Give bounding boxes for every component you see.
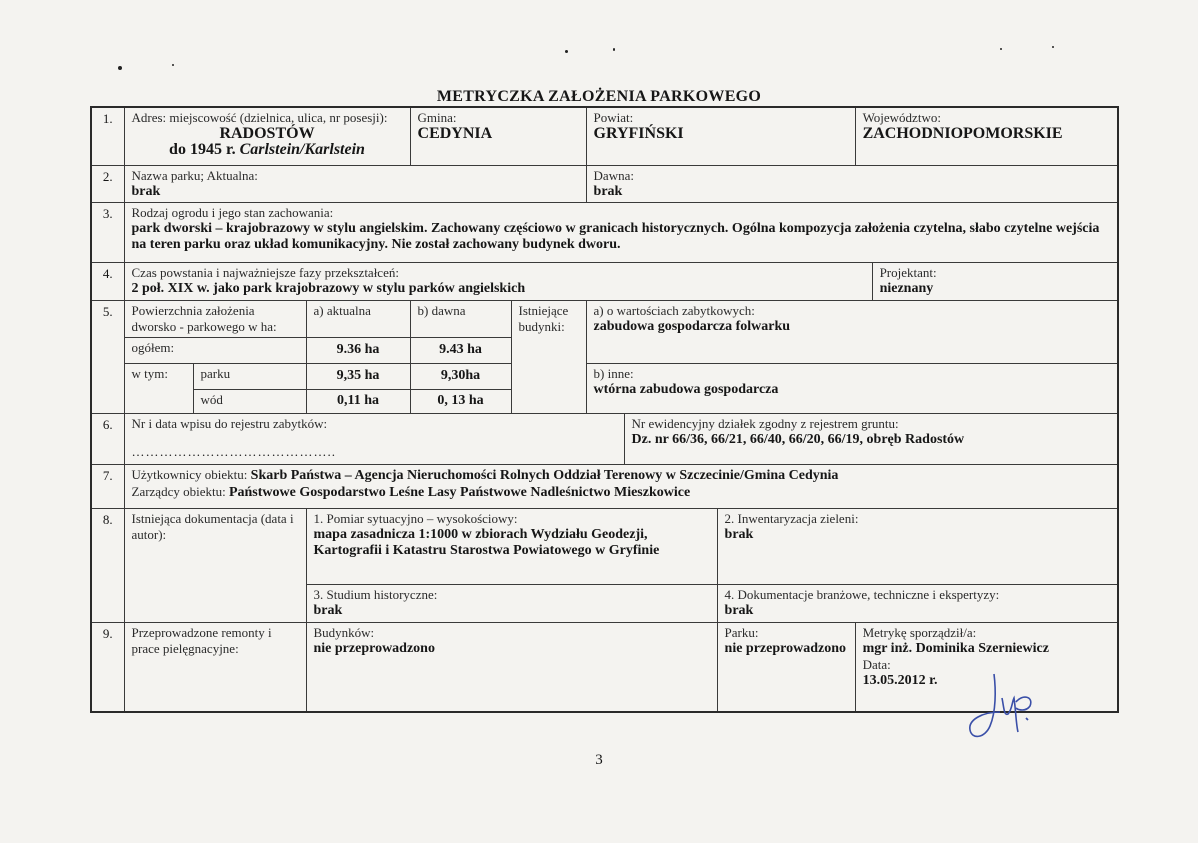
area-park-former: 9,30ha xyxy=(410,363,511,389)
row-area-park xyxy=(91,363,1118,389)
row-number: 2. xyxy=(91,165,124,202)
row-number: 6. xyxy=(91,413,124,464)
works-label: Przeprowadzone remonty i prace pielęgnacyjne: xyxy=(124,622,306,712)
area-total-former: 9.43 ha xyxy=(410,337,511,363)
works-park-label: Parku: xyxy=(724,624,759,640)
area-total-current: 9.36 ha xyxy=(306,337,410,363)
documentation-label: Istniejąca dokumentacja (data i autor): xyxy=(124,508,306,622)
row-number: 1. xyxy=(91,107,124,165)
page-number: 3 xyxy=(595,752,603,768)
address-historic-prefix: do 1945 r. xyxy=(169,141,236,158)
plots-value: Dz. nr 66/36, 66/21, 66/40, 66/20, 66/19, obręb Radostów xyxy=(631,431,965,447)
area-park-current: 9,35 ha xyxy=(306,363,410,389)
garden-type-label: Rodzaj ogrodu i jego stan zachowania: xyxy=(131,204,334,220)
greenery-cell xyxy=(717,508,1118,584)
valuable-buildings-label: a) o wartościach zabytkowych: xyxy=(593,302,755,318)
valuable-buildings-cell xyxy=(586,300,1118,363)
author-value: mgr inż. Dominika Szerniewicz xyxy=(862,640,1049,656)
area-total-label: ogółem: xyxy=(124,337,306,363)
scan-speck xyxy=(565,50,568,53)
row-garden-type xyxy=(91,202,1118,262)
author-label: Metrykę sporządził/a: xyxy=(862,624,977,640)
history-cell xyxy=(306,584,717,622)
area-current-header: a) aktualna xyxy=(306,300,410,337)
plots-label: Nr ewidencyjny działek zgodny z rejestrem gruntu: xyxy=(631,415,899,431)
other-buildings-value: wtórna zabudowa gospodarcza xyxy=(593,381,779,397)
greenery-value: brak xyxy=(724,526,754,542)
current-name-value: brak xyxy=(131,183,161,199)
area-water-label: wód xyxy=(193,389,306,413)
former-name-label: Dawna: xyxy=(593,167,634,183)
address-value: RADOSTÓW xyxy=(219,125,315,142)
survey-label: 1. Pomiar sytuacyjno – wysokościowy: xyxy=(313,510,518,526)
powiat-cell xyxy=(586,107,855,165)
area-park-label: parku xyxy=(193,363,306,389)
current-name-label: Nazwa parku; Aktualna: xyxy=(131,167,258,183)
gmina-cell xyxy=(410,107,586,165)
managers-label: Zarządcy obiektu: xyxy=(131,483,226,499)
expert-label: 4. Dokumentacje branżowe, techniczne i ekspertyzy: xyxy=(724,586,1000,602)
wojewodztwo-value: ZACHODNIOPOMORSKIE xyxy=(862,125,1063,142)
users-label: Użytkownicy obiektu: xyxy=(131,466,248,482)
row-origin xyxy=(91,262,1118,300)
former-name-cell xyxy=(586,165,1118,202)
powiat-label: Powiat: xyxy=(593,110,634,125)
gmina-value: CEDYNIA xyxy=(417,125,493,142)
works-buildings-cell xyxy=(306,622,717,712)
greenery-label: 2. Inwentaryzacja zieleni: xyxy=(724,510,859,526)
area-label: Powierzchnia założenia dworsko - parkowego w ha: xyxy=(124,300,306,337)
expert-value: brak xyxy=(724,602,754,618)
survey-value: mapa zasadnicza 1:1000 w zbiorach Wydziału Geodezji, Kartografii i Katastru Starostwa Powiatowego w Gryfinie xyxy=(313,526,660,558)
origin-label: Czas powstania i najważniejsze fazy przekształceń: xyxy=(131,264,399,280)
users-cell xyxy=(124,464,1118,508)
row-area-header xyxy=(91,300,1118,337)
managers-line xyxy=(132,484,1111,501)
scan-speck xyxy=(118,66,122,70)
current-name-cell xyxy=(124,165,586,202)
signature-icon xyxy=(960,668,1050,746)
history-label: 3. Studium historyczne: xyxy=(313,586,438,602)
works-buildings-label: Budynków: xyxy=(313,624,375,640)
document-title: METRYCZKA ZAŁOŻENIA PARKOWEGO xyxy=(436,88,762,105)
survey-cell xyxy=(306,508,717,584)
scan-speck xyxy=(1052,46,1054,48)
origin-cell xyxy=(124,262,872,300)
valuable-buildings-value: zabudowa gospodarcza folwarku xyxy=(593,318,791,334)
works-buildings-value: nie przeprowadzono xyxy=(313,640,435,656)
row-users xyxy=(91,464,1118,508)
area-water-former: 0, 13 ha xyxy=(410,389,511,413)
row-register xyxy=(91,413,1118,464)
former-name-value: brak xyxy=(593,183,623,199)
works-park-value: nie przeprowadzono xyxy=(724,640,846,656)
garden-type-value: park dworski – krajobrazowy w stylu angielskim. Zachowany częściowo w granicach historycznych. Ogólna kompozycja założenia czytelna, słabo czytelne wejścia na teren parku oraz układ komunikacyjny. Nie został zachowany budynek dworu. xyxy=(131,220,1100,252)
powiat-value: GRYFIŃSKI xyxy=(593,125,684,142)
address-label: Adres: miejscowość (dzielnica, ulica, nr posesji): xyxy=(131,110,388,125)
users-value: Skarb Państwa – Agencja Nieruchomości Rolnych Oddział Terenowy w Szczecinie/Gmina Cedynia xyxy=(250,467,839,483)
row-documentation xyxy=(91,508,1118,584)
history-value: brak xyxy=(313,602,343,618)
area-water-current: 0,11 ha xyxy=(306,389,410,413)
wojewodztwo-label: Województwo: xyxy=(862,110,941,125)
scan-speck xyxy=(1000,48,1002,50)
row-park-name xyxy=(91,165,1118,202)
area-in-which-label: w tym: xyxy=(124,363,193,413)
row-number: 9. xyxy=(91,622,124,712)
register-cell xyxy=(124,413,624,464)
park-record-form xyxy=(90,106,1119,713)
managers-value: Państwowe Gospodarstwo Leśne Lasy Państwowe Nadleśnictwo Mieszkowice xyxy=(228,484,691,500)
row-number: 3. xyxy=(91,202,124,262)
works-park-cell xyxy=(717,622,855,712)
row-number: 7. xyxy=(91,464,124,508)
register-label: Nr i data wpisu do rejestru zabytków: xyxy=(131,415,328,431)
row-number: 8. xyxy=(91,508,124,622)
address-cell xyxy=(124,107,410,165)
garden-type-cell xyxy=(124,202,1118,262)
other-buildings-cell xyxy=(586,363,1118,413)
designer-label: Projektant: xyxy=(879,264,937,280)
row-address xyxy=(91,107,1118,165)
address-historic-name: Carlstein/Karlstein xyxy=(239,141,365,158)
register-value: …………………………………….. xyxy=(131,443,336,459)
scan-speck xyxy=(172,64,174,66)
expert-cell xyxy=(717,584,1118,622)
designer-cell xyxy=(872,262,1118,300)
row-number: 5. xyxy=(91,300,124,413)
designer-value: nieznany xyxy=(879,280,934,296)
users-line xyxy=(132,467,1111,484)
origin-value: 2 poł. XIX w. jako park krajobrazowy w stylu parków angielskich xyxy=(131,280,526,296)
other-buildings-label: b) inne: xyxy=(593,365,634,381)
wojewodztwo-cell xyxy=(855,107,1118,165)
date-value: 13.05.2012 r. xyxy=(862,672,938,688)
existing-buildings-label: Istniejące budynki: xyxy=(511,300,586,413)
area-former-header: b) dawna xyxy=(410,300,511,337)
scan-speck xyxy=(613,48,615,51)
row-number: 4. xyxy=(91,262,124,300)
gmina-label: Gmina: xyxy=(417,110,457,125)
address-historic xyxy=(132,142,403,158)
date-label: Data: xyxy=(862,656,891,672)
plots-cell xyxy=(624,413,1118,464)
